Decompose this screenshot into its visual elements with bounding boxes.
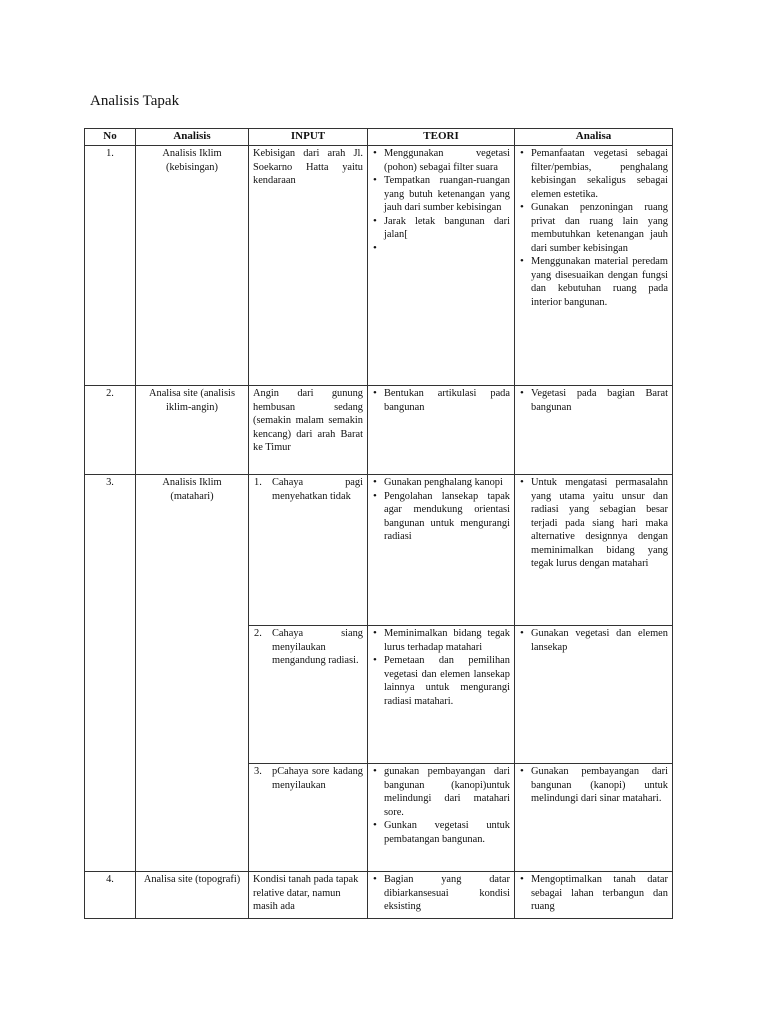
teori-item: • Jarak letak bangunan dari jalan[ xyxy=(372,215,510,242)
analisa-cell xyxy=(515,475,673,626)
input-item xyxy=(253,476,363,503)
input-item-number: 1. xyxy=(254,477,262,488)
header-analisa: Analisa xyxy=(515,129,673,146)
analysis-category: Analisis Iklim (matahari) xyxy=(136,475,249,872)
analisa-cell xyxy=(515,386,673,475)
analisa-cell xyxy=(515,872,673,919)
teori-cell xyxy=(368,764,515,872)
teori-item: • Tempatkan ruangan-ruangan yang butuh ketenangan yang jauh dari sumber kebisingan xyxy=(372,174,510,215)
input-item-text: Cahaya pagi menyehatkan tidak xyxy=(272,477,363,502)
teori-cell xyxy=(368,626,515,764)
header-input: INPUT xyxy=(249,129,368,146)
table-row xyxy=(85,872,673,919)
analysis-category: Analisa site (topografi) xyxy=(136,872,249,919)
analisa-item: • Gunakan pembayangan dari bangunan (kanopi) untuk melindungi dari sinar matahari. xyxy=(519,765,668,806)
teori-item: • Pemetaan dan pemilihan vegetasi dan elemen lansekap lainnya untuk mengurangi radiasi matahari. xyxy=(372,654,510,708)
input-cell xyxy=(249,872,368,919)
input-cell xyxy=(249,764,368,872)
table-header-row xyxy=(85,129,673,146)
input-item xyxy=(253,627,363,668)
analisa-item: • Pemanfaatan vegetasi sebagai filter/pembias, penghalang kebisingan sekaligus sebagai elemen estetika. xyxy=(519,147,668,201)
analisa-cell xyxy=(515,626,673,764)
input-item-number: 2. xyxy=(254,628,262,639)
input-cell xyxy=(249,475,368,626)
analisa-item: • Untuk mengatasi permasalahn yang utama yaitu unsur dan radiasi yang sebagian besar terjadi pada siang hari maka alternative designnya dengan meminimalkan bidang yang tegak lurus dengan matahari xyxy=(519,476,668,571)
teori-cell xyxy=(368,146,515,386)
teori-item: • Meminimalkan bidang tegak lurus terhadap matahari xyxy=(372,627,510,654)
table-row xyxy=(85,386,673,475)
input-item-text: Cahaya siang menyilaukan mengandung radiasi. xyxy=(272,628,363,666)
table-row xyxy=(85,475,673,626)
row-number: 2. xyxy=(85,386,136,475)
teori-cell xyxy=(368,386,515,475)
teori-item: • Menggunakan vegetasi (pohon) sebagai filter suara xyxy=(372,147,510,174)
analisa-item: • Mengoptimalkan tanah datar sebagai lahan terbangun dan ruang xyxy=(519,873,668,914)
teori-item: • Pengolahan lansekap tapak agar mendukung orientasi bangunan untuk mengurangi radiasi xyxy=(372,490,510,544)
teori-item: • Gunkan vegetasi untuk pembatangan bangunan. xyxy=(372,819,510,846)
header-analisis: Analisis xyxy=(136,129,249,146)
row-number: 4. xyxy=(85,872,136,919)
row-number: 1. xyxy=(85,146,136,386)
header-teori: TEORI xyxy=(368,129,515,146)
teori-item: • gunakan pembayangan dari bangunan (kanopi)untuk melindungi dari matahari sore. xyxy=(372,765,510,819)
teori-item: • Bentukan artikulasi pada bangunan xyxy=(372,387,510,414)
input-text: Kebisigan dari arah Jl. Soekarno Hatta yaitu kendaraan xyxy=(249,146,368,386)
teori-cell xyxy=(368,872,515,919)
input-text: Kondisi tanah pada tapak relative datar, namun masih ada xyxy=(253,874,359,912)
header-no: No xyxy=(85,129,136,146)
analisa-item: • Menggunakan material peredam yang disesuaikan dengan fungsi dan kebutuhan ruang pada interior bangunan. xyxy=(519,255,668,309)
row-number: 3. xyxy=(85,475,136,872)
table-row xyxy=(85,146,673,386)
analisa-item: • Vegetasi pada bagian Barat bangunan xyxy=(519,387,668,414)
analysis-category: Analisis Iklim (kebisingan) xyxy=(136,146,249,386)
teori-item-empty xyxy=(372,242,510,256)
analisa-cell xyxy=(515,146,673,386)
analisa-cell xyxy=(515,764,673,872)
input-item xyxy=(253,765,363,792)
input-item-number: 3. xyxy=(254,766,262,777)
input-text: Angin dari gunung hembusan sedang (semakin malam semakin kencang) dari arah Barat ke Timur xyxy=(249,386,368,475)
input-item-text: pCahaya sore kadang menyilaukan xyxy=(272,766,363,791)
input-cell xyxy=(249,626,368,764)
analisa-item: • Gunakan vegetasi dan elemen lansekap xyxy=(519,627,668,654)
analisa-item: • Gunakan penzoningan ruang privat dan ruang lain yang membutuhkan ketenangan jauh dari sumber kebisingan xyxy=(519,201,668,255)
analysis-category: Analisa site (analisis iklim-angin) xyxy=(136,386,249,475)
teori-item: • Bagian yang datar dibiarkansesuai kondisi eksisting xyxy=(372,873,510,914)
teori-item: • Gunakan penghalang kanopi xyxy=(372,476,510,490)
document-title: Analisis Tapak xyxy=(90,93,180,109)
analysis-table xyxy=(84,128,673,919)
teori-cell xyxy=(368,475,515,626)
